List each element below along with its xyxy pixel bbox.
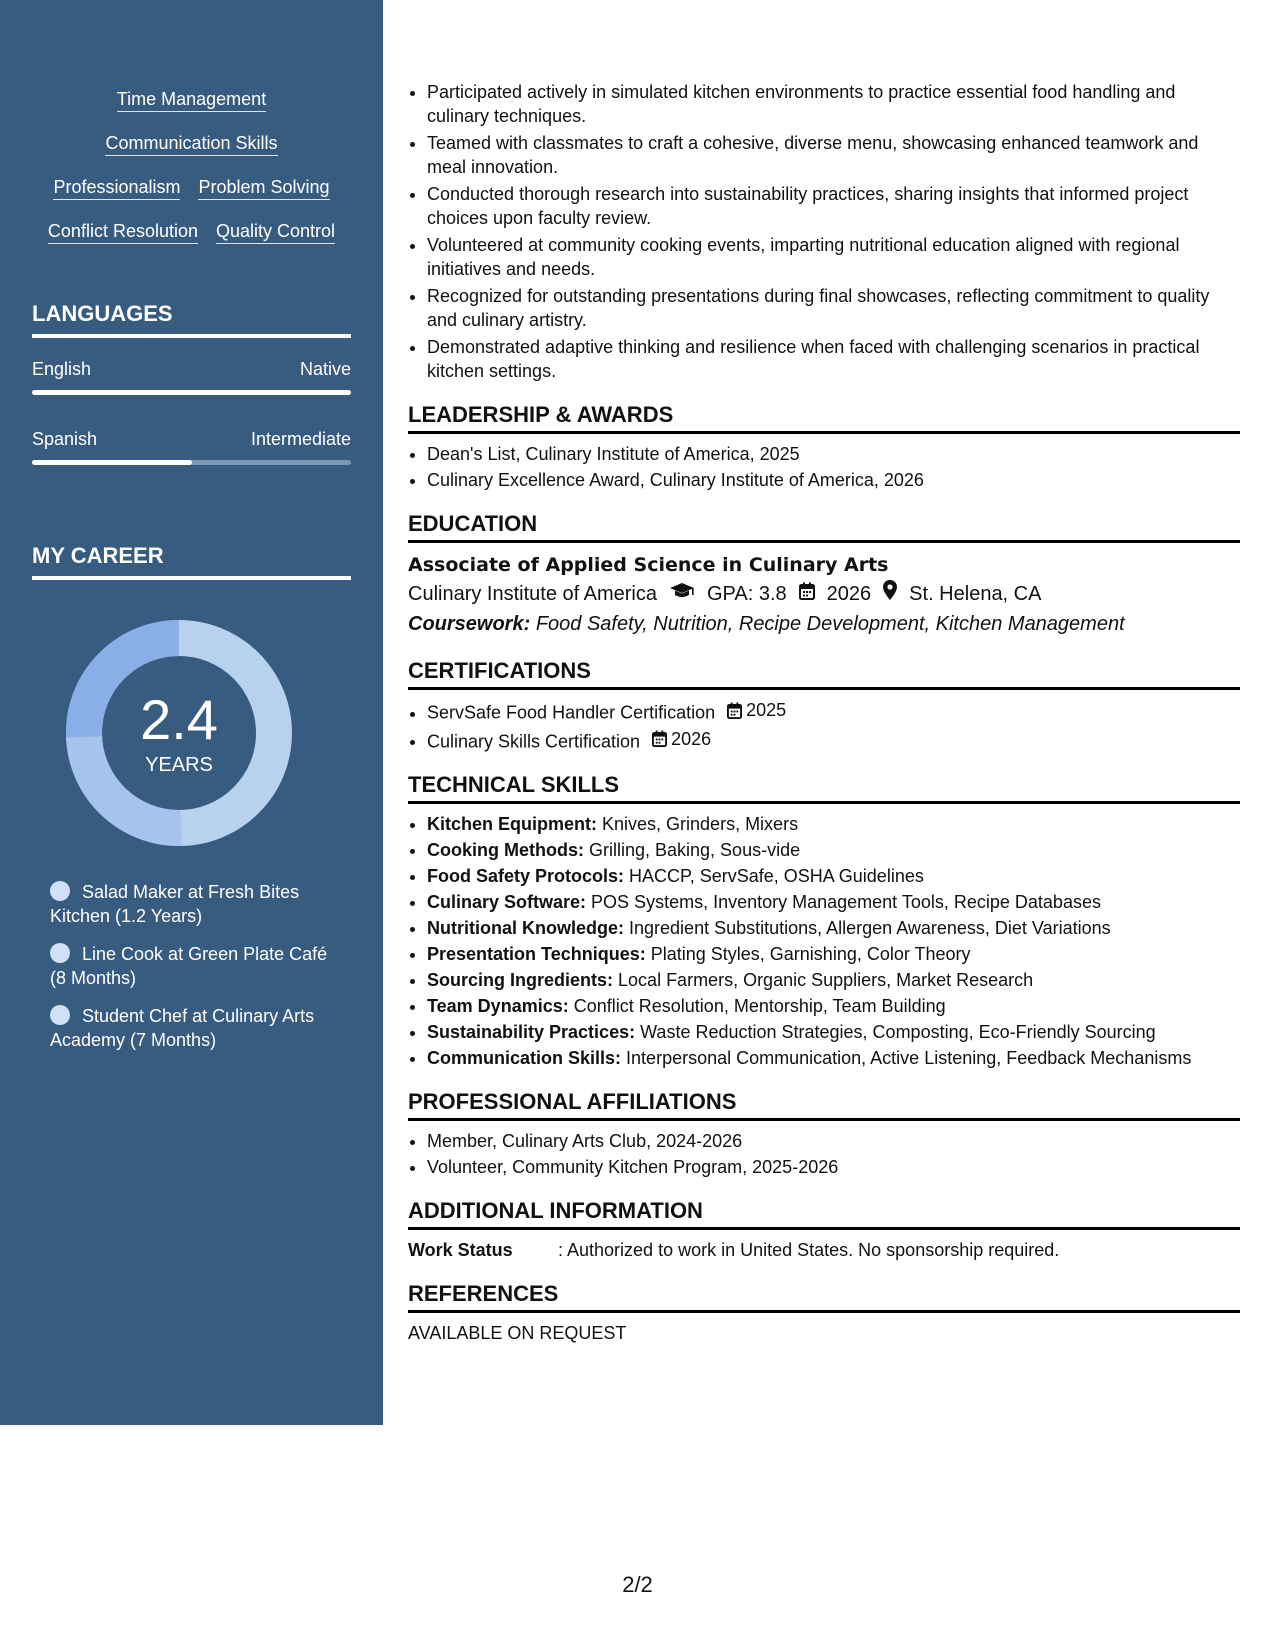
skill-label: Team Dynamics: [427, 996, 569, 1016]
list-item [427, 727, 1240, 754]
calendar-icon [652, 730, 667, 747]
sidebar [0, 0, 383, 1425]
skill-label: Cooking Methods: [427, 840, 584, 860]
language-bar-fill [32, 460, 192, 465]
technical-skills-list [408, 812, 1240, 1070]
school-location: St. Helena, CA [909, 583, 1042, 605]
list-item: • Culinary Excellence Award, Culinary Institute of America, 2026 [427, 468, 1240, 492]
skill-tag: Problem Solving [198, 176, 329, 200]
bullet-dot-icon [50, 943, 70, 963]
skill-value: POS Systems, Inventory Management Tools, Recipe Databases [591, 892, 1101, 912]
language-bar [32, 390, 351, 395]
skill-label: Kitchen Equipment: [427, 814, 597, 834]
skill-tag: Time Management [117, 88, 266, 112]
skill-label: Food Safety Protocols: [427, 866, 625, 886]
languages-heading: LANGUAGES [32, 300, 351, 338]
skill-value: Grilling, Baking, Sous-vide [589, 840, 801, 860]
section-title-certifications: CERTIFICATIONS [408, 657, 1240, 690]
career-item [50, 1004, 340, 1052]
section-title-education: EDUCATION [408, 510, 1240, 543]
career-item [50, 880, 340, 928]
gpa: GPA: 3.8 [707, 583, 787, 605]
list-item: • Volunteered at community cooking events, imparting nutritional education aligned with regional initiatives and needs. [427, 233, 1240, 281]
section-title-technical-skills: TECHNICAL SKILLS [408, 771, 1240, 804]
career-list [50, 880, 340, 1066]
skill-label: Communication Skills: [427, 1048, 622, 1068]
career-heading: MY CAREER [32, 542, 351, 580]
list-item [427, 916, 1240, 940]
career-total-value: 2.4 [140, 688, 218, 751]
list-item: • Dean's List, Culinary Institute of America, 2025 [427, 442, 1240, 466]
section-title-additional-info: ADDITIONAL INFORMATION [408, 1197, 1240, 1230]
school-name: Culinary Institute of America [408, 583, 657, 605]
section-title-references: REFERENCES [408, 1280, 1240, 1313]
skill-value: Waste Reduction Strategies, Composting, Eco-Friendly Sourcing [640, 1022, 1156, 1042]
skill-tag: Quality Control [216, 220, 335, 244]
cert-name: ServSafe Food Handler Certification [427, 702, 716, 723]
skill-value: Ingredient Substitutions, Allergen Awareness, Diet Variations [629, 918, 1111, 938]
language-bar-fill [32, 390, 351, 395]
main-content [408, 80, 1240, 1345]
work-status [408, 1238, 1240, 1262]
skill-tags [0, 88, 383, 264]
list-item: • Teamed with classmates to craft a cohesive, diverse menu, showcasing enhanced teamwork and meal innovation. [427, 131, 1240, 179]
location-pin-icon [883, 579, 897, 609]
cert-year: 2025 [746, 700, 787, 720]
skill-label: Sourcing Ingredients: [427, 970, 614, 990]
page-number: 2/2 [622, 1572, 653, 1597]
language-name: Spanish [32, 429, 98, 449]
graduation-cap-icon [669, 579, 695, 609]
coursework [408, 609, 1240, 639]
list-item [427, 942, 1240, 966]
cert-year: 2026 [671, 728, 712, 749]
degree-title: Associate of Applied Science in Culinary Arts [408, 554, 889, 576]
skill-label: Presentation Techniques: [427, 944, 646, 964]
list-item: • Member, Culinary Arts Club, 2024-2026 [427, 1129, 1240, 1153]
list-item: • Recognized for outstanding presentations during final showcases, reflecting commitment to quality and culinary artistry. [427, 284, 1240, 332]
skill-value: Conflict Resolution, Mentorship, Team Building [573, 996, 946, 1016]
bullet-dot-icon [50, 881, 70, 901]
skill-tag: Conflict Resolution [48, 220, 198, 244]
language-english [32, 358, 351, 395]
graduation-year: 2026 [826, 583, 872, 605]
list-item [427, 698, 1240, 725]
skill-value: Plating Styles, Garnishing, Color Theory [650, 944, 971, 964]
list-item [427, 968, 1240, 992]
skill-value: HACCP, ServSafe, OSHA Guidelines [629, 866, 924, 886]
language-level: Native [299, 359, 351, 379]
skill-tag: Communication Skills [105, 132, 277, 156]
leadership-list [408, 442, 1240, 492]
career-item-text: Salad Maker at Fresh Bites Kitchen (1.2 Years) [50, 882, 300, 926]
list-item: • Conducted thorough research into sustainability practices, sharing insights that informed project choices upon faculty review. [427, 182, 1240, 230]
experience-bullets [408, 80, 1240, 383]
affiliations-list [408, 1129, 1240, 1179]
list-item [427, 812, 1240, 836]
work-status-value: : Authorized to work in United States. No sponsorship required. [558, 1240, 1060, 1260]
language-name: English [32, 359, 92, 379]
list-item [427, 994, 1240, 1018]
skill-value: Local Farmers, Organic Suppliers, Market Research [618, 970, 1034, 990]
skill-value: Knives, Grinders, Mixers [602, 814, 799, 834]
career-total-unit: YEARS [145, 754, 213, 776]
list-item [427, 1020, 1240, 1044]
references-text: AVAILABLE ON REQUEST [408, 1323, 627, 1343]
career-donut [66, 620, 292, 846]
section-title-affiliations: PROFESSIONAL AFFILIATIONS [408, 1088, 1240, 1121]
list-item [427, 890, 1240, 914]
list-item: • Volunteer, Community Kitchen Program, 2025-2026 [427, 1155, 1240, 1179]
language-level: Intermediate [250, 429, 351, 449]
bullet-dot-icon [50, 1005, 70, 1025]
work-status-label: Work Status [408, 1240, 513, 1260]
skill-label: Culinary Software: [427, 892, 587, 912]
career-item-text: Student Chef at Culinary Arts Academy (7 Months) [50, 1006, 315, 1050]
coursework-text: Food Safety, Nutrition, Recipe Development, Kitchen Management [535, 613, 1125, 635]
skill-row [0, 176, 383, 200]
skill-label: Nutritional Knowledge: [427, 918, 624, 938]
skill-row [0, 220, 383, 244]
skill-tag: Professionalism [53, 176, 180, 200]
language-bar [32, 460, 351, 465]
list-item: • Demonstrated adaptive thinking and resilience when faced with challenging scenarios in practical kitchen settings. [427, 335, 1240, 383]
list-item [427, 864, 1240, 888]
skill-value: Interpersonal Communication, Active Listening, Feedback Mechanisms [626, 1048, 1192, 1068]
calendar-icon [727, 702, 742, 719]
career-item-text: Line Cook at Green Plate Café (8 Months) [50, 944, 328, 988]
skill-row [0, 132, 383, 156]
certifications-list [408, 698, 1240, 753]
cert-name: Culinary Skills Certification [427, 731, 641, 751]
list-item [427, 838, 1240, 862]
section-title-leadership: LEADERSHIP & AWARDS [408, 401, 1240, 434]
language-spanish [32, 428, 351, 465]
skill-label: Sustainability Practices: [427, 1022, 636, 1042]
skill-row [0, 88, 383, 112]
coursework-label: Coursework: [408, 613, 531, 635]
list-item: • Participated actively in simulated kitchen environments to practice essential food handling and culinary techniques. [427, 80, 1240, 128]
career-item [50, 942, 340, 990]
education-details [408, 579, 1240, 609]
list-item [427, 1046, 1240, 1070]
calendar-icon [799, 579, 815, 609]
